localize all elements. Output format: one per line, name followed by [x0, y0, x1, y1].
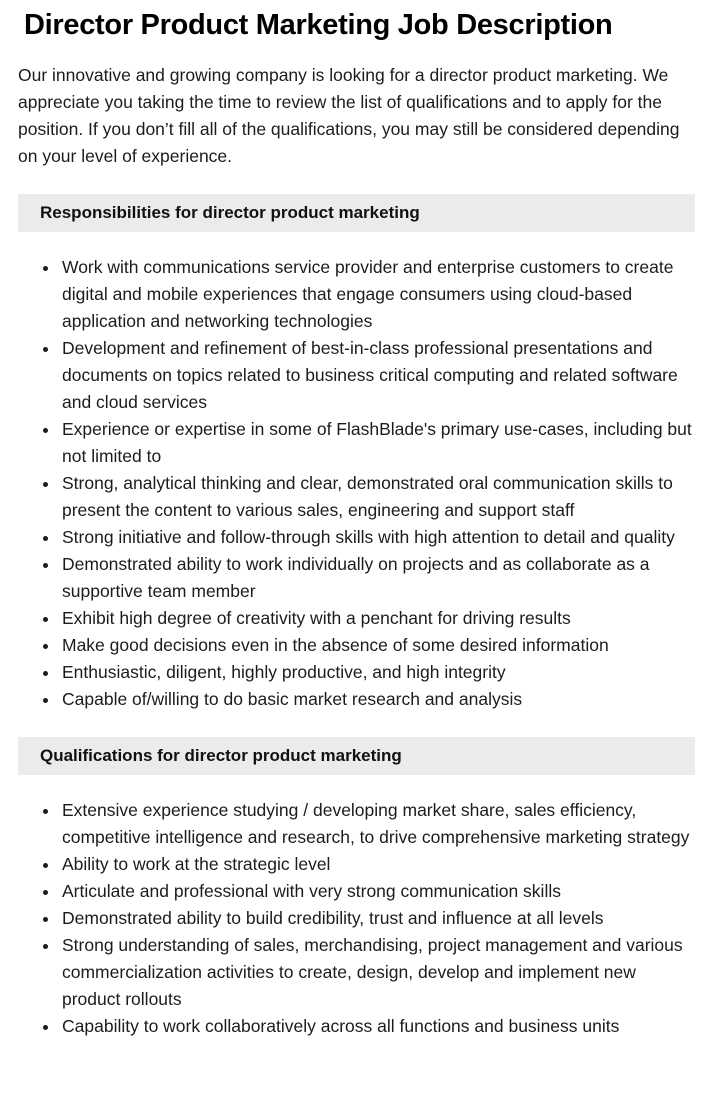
qualifications-header-bar [18, 737, 695, 775]
list-item: • Demonstrated ability to build credibility, trust and influence at all levels [60, 905, 695, 932]
list-item: • Make good decisions even in the absence of some desired information [60, 632, 695, 659]
list-item: • Articulate and professional with very strong communication skills [60, 878, 695, 905]
page-title: Director Product Marketing Job Description [24, 9, 613, 41]
list-item: • Work with communications service provider and enterprise customers to create digital and mobile experiences that engage consumers using cloud-based application and networking technologies [60, 254, 695, 335]
intro-paragraph: Our innovative and growing company is looking for a director product marketing. We appreciate you taking the time to review the list of qualifications and to apply for the position. If you don’t fill all of the qualifications, you may still be considered depending on your level of experience. [18, 65, 680, 166]
section-qualifications [18, 737, 695, 1040]
responsibilities-heading: Responsibilities for director product marketing [40, 203, 420, 222]
section-responsibilities [18, 194, 695, 713]
list-item: • Experience or expertise in some of FlashBlade's primary use-cases, including but not limited to [60, 416, 695, 470]
list-item: • Ability to work at the strategic level [60, 851, 695, 878]
list-item: • Development and refinement of best-in-class professional presentations and documents on topics related to business critical computing and related software and cloud services [60, 335, 695, 416]
list-item: • Strong initiative and follow-through skills with high attention to detail and quality [60, 524, 695, 551]
responsibilities-list [18, 254, 695, 713]
list-item: • Enthusiastic, diligent, highly productive, and high integrity [60, 659, 695, 686]
responsibilities-header-bar [18, 194, 695, 232]
list-item: • Exhibit high degree of creativity with a penchant for driving results [60, 605, 695, 632]
list-item: • Demonstrated ability to work individually on projects and as collaborate as a supportive team member [60, 551, 695, 605]
list-item: • Strong, analytical thinking and clear, demonstrated oral communication skills to present the content to various sales, engineering and support staff [60, 470, 695, 524]
list-item: • Capable of/willing to do basic market research and analysis [60, 686, 695, 713]
qualifications-heading: Qualifications for director product marketing [40, 746, 402, 765]
list-item: • Extensive experience studying / developing market share, sales efficiency, competitive intelligence and research, to drive comprehensive marketing strategy [60, 797, 695, 851]
list-item: • Strong understanding of sales, merchandising, project management and various commercialization activities to create, design, develop and implement new product rollouts [60, 932, 695, 1013]
qualifications-list [18, 797, 695, 1040]
list-item: • Capability to work collaboratively across all functions and business units [60, 1013, 695, 1040]
